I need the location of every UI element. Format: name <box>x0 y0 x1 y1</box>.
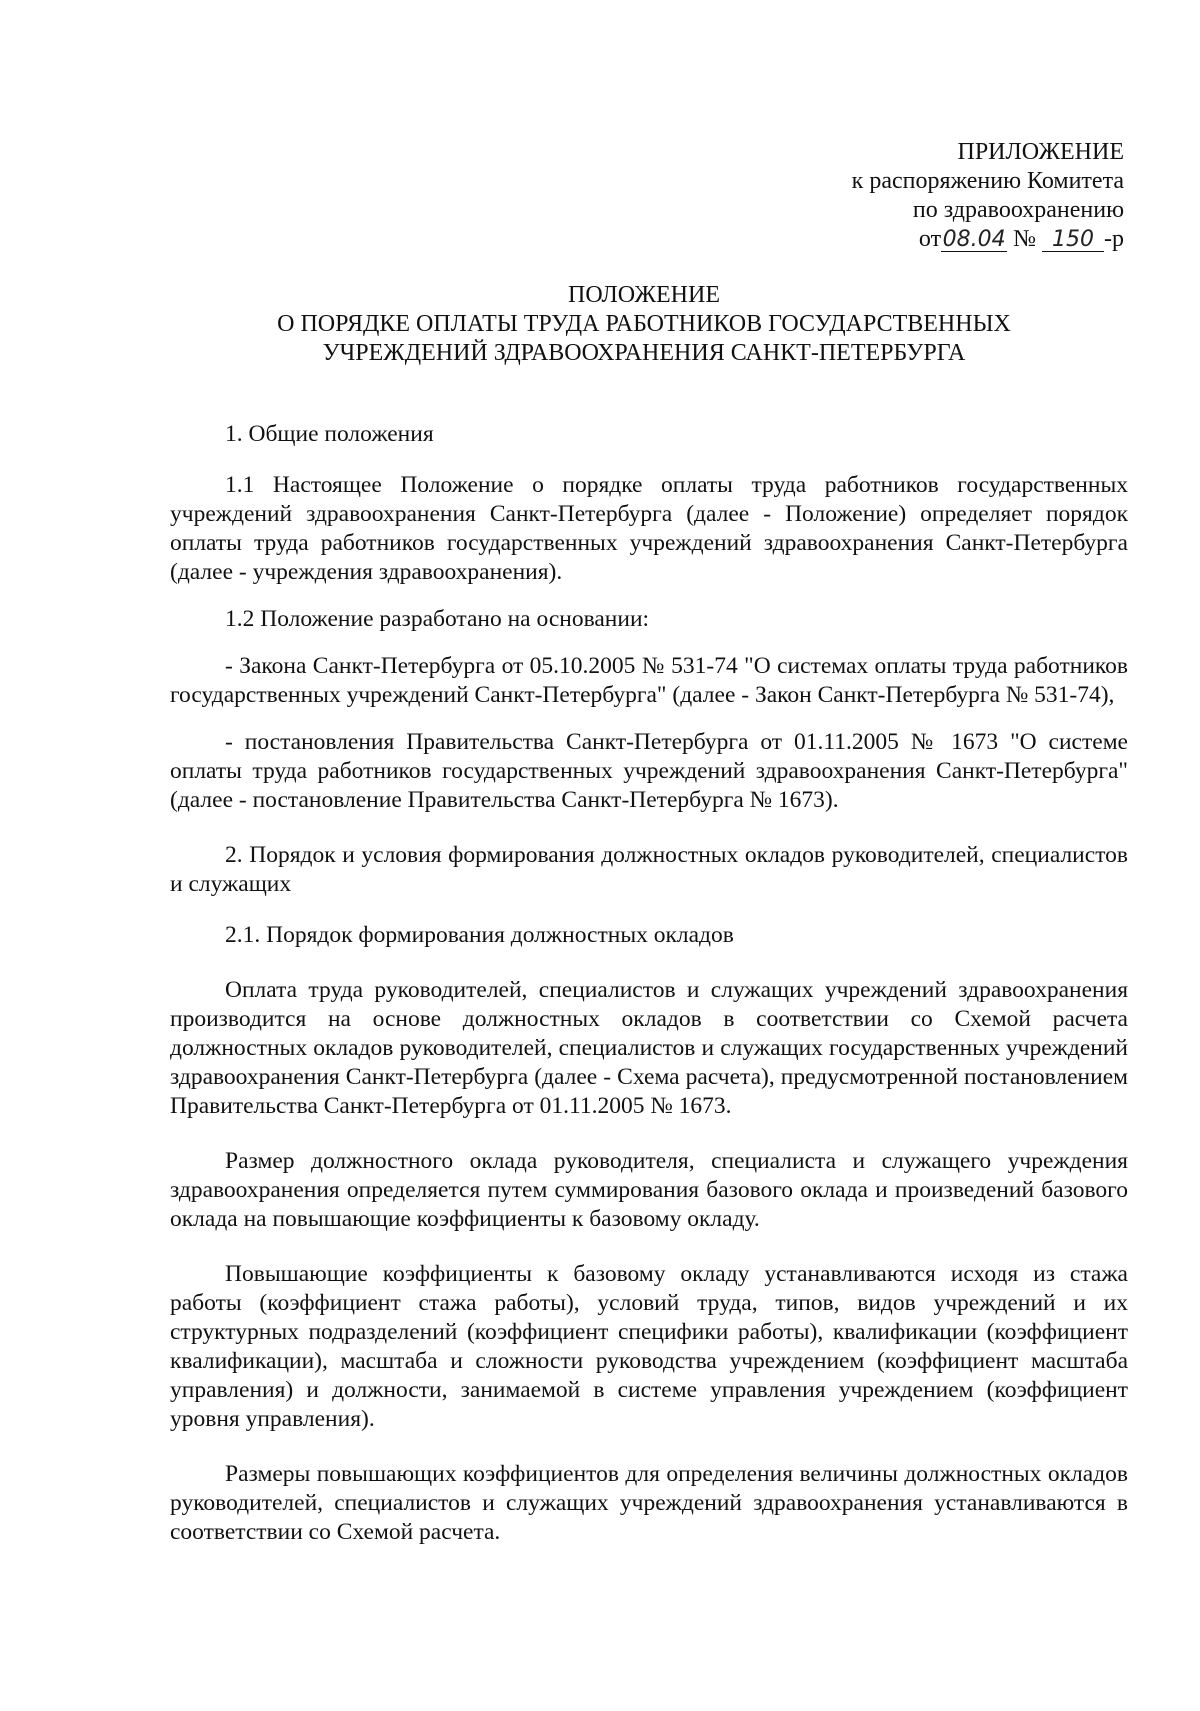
clause-2-1-heading: 2.1. Порядок формирования должностных окладов <box>225 922 734 948</box>
paragraph-coefficient-sizes: Размеры повышающих коэффициентов для определения величины должностных окладов руководителей, специалистов и служащих учреждений здравоохранения устанавливаются в соответствии со Схемой расчета. <box>170 1461 1128 1545</box>
paragraph-coefficients: Повышающие коэффициенты к базовому окладу устанавливаются исходя из стажа работы (коэффициент стажа работы), условий труда, типов, видов учреждений и их структурных подразделений (коэффициент специфики работы), квалификации (коэффициент квалификации), масштаба и сложности руководства учреждением (коэффициент масштаба управления) и должности, занимаемой в системе управления учреждением (коэффициент уровня управления). <box>170 1261 1128 1432</box>
document-body <box>170 420 1128 1547</box>
document-title <box>160 281 1128 368</box>
appendix-date-number <box>852 225 1124 254</box>
title-line-2: О ПОРЯДКЕ ОПЛАТЫ ТРУДА РАБОТНИКОВ ГОСУДАРСТВЕННЫХ <box>277 311 1011 337</box>
handwritten-date: 08.04 <box>942 227 1006 252</box>
appendix-to-order: к распоряжению Комитета <box>851 168 1124 194</box>
title-line-1: ПОЛОЖЕНИЕ <box>568 282 720 308</box>
clause-1-2-law: - Закона Санкт-Петербурга от 05.10.2005 № 531-74 "О системах оплаты труда работников государственных учреждений Санкт-Петербурга" (далее - Закон Санкт-Петербурга № 531-74), <box>170 653 1128 708</box>
section-1-heading: 1. Общие положения <box>225 421 434 447</box>
paragraph-salary-basis: Оплата труда руководителей, специалистов и служащих учреждений здравоохранения производится на основе должностных окладов в соответствии со Схемой расчета должностных окладов руководителей, специалистов и служащих государственных учреждений здравоохранения Санкт-Петербурга (далее - Схема расчета), предусмотренной постановлением Правительства Санкт-Петербурга от 01.11.2005 № 1673. <box>170 977 1128 1119</box>
clause-1-2: 1.2 Положение разработано на основании: <box>225 606 650 632</box>
appendix-header <box>852 138 1124 254</box>
clause-1-1: 1.1 Настоящее Положение о порядке оплаты труда работников государственных учреждений здравоохранения Санкт-Петербурга (далее - Положение) определяет порядок оплаты труда работников государственных учреждений здравоохранения Санкт-Петербурга (далее - учреждения здравоохранения). <box>170 472 1128 585</box>
appendix-committee: по здравоохранению <box>912 197 1124 223</box>
title-line-3: УЧРЕЖДЕНИЙ ЗДРАВООХРАНЕНИЯ САНКТ-ПЕТЕРБУРГА <box>322 340 966 366</box>
section-2-heading: 2. Порядок и условия формирования должностных окладов руководителей, специалистов и служащих <box>170 842 1128 897</box>
appendix-label: ПРИЛОЖЕНИЕ <box>957 139 1124 165</box>
handwritten-number: 150 <box>1042 229 1104 252</box>
paragraph-salary-size: Размер должностного оклада руководителя, специалиста и служащего учреждения здравоохранения определяется путем суммирования базового оклада и произведений базового оклада на повышающие коэффициенты к базовому окладу. <box>170 1148 1128 1232</box>
number-sign: № <box>1013 226 1036 252</box>
clause-1-2-resolution: - постановления Правительства Санкт-Петербурга от 01.11.2005 № 1673 "О системе оплаты труда работников государственных учреждений здравоохранения Санкт-Петербурга" (далее - постановление Правительства Санкт-Петербурга № 1673). <box>170 729 1128 813</box>
date-prefix: от <box>918 226 942 252</box>
number-suffix: -р <box>1104 226 1124 252</box>
